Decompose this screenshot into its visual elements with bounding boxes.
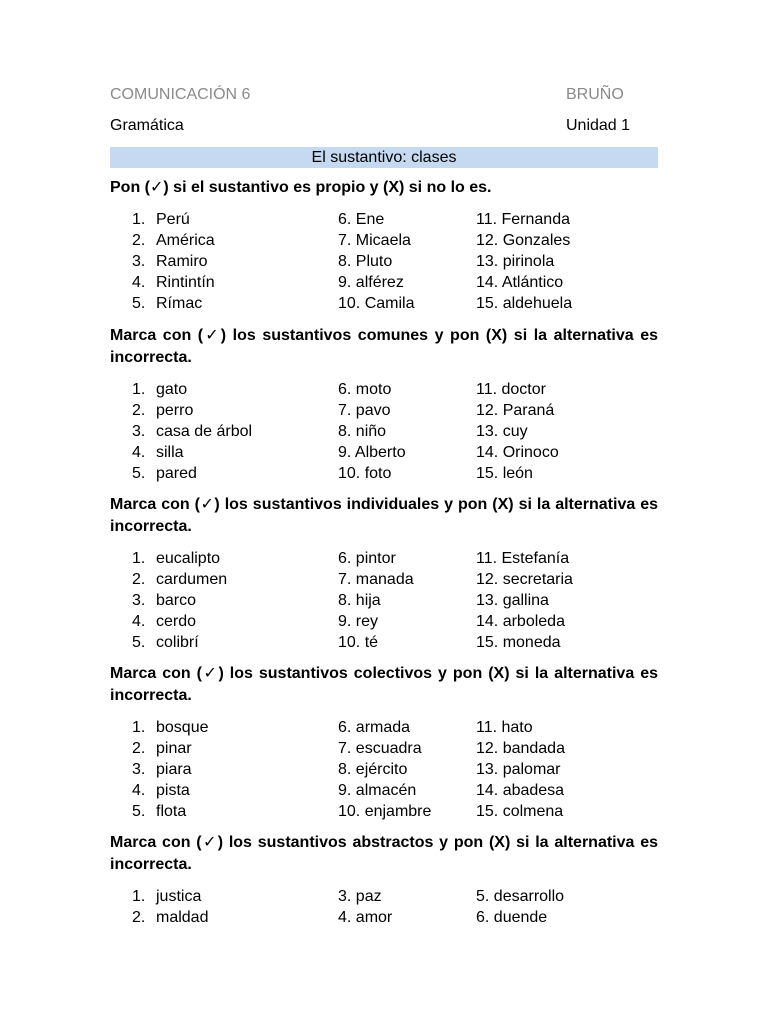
list-item (338, 421, 406, 442)
item-number: 6. (338, 719, 356, 736)
item-number: 7. (338, 402, 356, 419)
item-word: justica (156, 888, 202, 905)
list-item (338, 632, 414, 653)
publisher-name: BRUÑO (566, 86, 624, 103)
item-column-2 (338, 886, 392, 928)
list-item (476, 463, 559, 484)
list-item (338, 738, 431, 759)
item-number: 10. (338, 634, 365, 651)
item-number: 11. (476, 381, 502, 398)
item-number: 1. (132, 550, 146, 567)
item-word: piara (156, 761, 192, 778)
item-number: 9. (338, 613, 356, 630)
list-item (338, 886, 392, 907)
list-item (132, 759, 209, 780)
item-word: almacén (355, 782, 417, 799)
item-word: moto (355, 381, 392, 398)
item-word: colmena (502, 803, 564, 820)
list-item (338, 569, 414, 590)
list-item (476, 611, 573, 632)
item-word: hato (501, 719, 533, 736)
item-number: 6. (476, 909, 494, 926)
list-item (132, 611, 227, 632)
item-number: 9. (338, 274, 356, 291)
list-item (132, 907, 208, 928)
item-number: 2. (132, 402, 146, 419)
item-number: 2. (132, 232, 146, 249)
item-word: barco (156, 592, 197, 609)
item-word: Paraná (502, 402, 555, 419)
list-item (132, 717, 209, 738)
list-item (338, 293, 414, 314)
list-item (476, 801, 565, 822)
item-word: té (364, 634, 379, 651)
item-number: 5. (476, 888, 494, 905)
item-column-1 (132, 548, 227, 653)
item-word: gallina (502, 592, 549, 609)
exercise-items (110, 548, 658, 653)
list-item (132, 272, 215, 293)
list-item (132, 209, 215, 230)
item-column-3 (476, 886, 564, 928)
item-word: Perú (156, 211, 190, 228)
item-word: pista (156, 782, 190, 799)
list-item (338, 379, 406, 400)
item-column-2 (338, 548, 414, 653)
item-number: 1. (132, 719, 146, 736)
item-number: 14. (476, 782, 503, 799)
list-item (132, 569, 227, 590)
item-number: 12. (476, 740, 503, 757)
list-item (338, 463, 406, 484)
item-number: 5. (132, 634, 146, 651)
list-item (338, 907, 392, 928)
list-item (338, 801, 431, 822)
item-word: pintor (355, 550, 396, 567)
item-number: 3. (132, 761, 146, 778)
item-column-2 (338, 209, 414, 314)
exercise-items (110, 209, 658, 314)
list-item (338, 272, 414, 293)
item-number: 1. (132, 381, 146, 398)
list-item (132, 379, 252, 400)
exercise-4 (110, 663, 658, 822)
item-word: foto (364, 465, 392, 482)
item-word: pared (156, 465, 197, 482)
list-item (132, 548, 227, 569)
item-word: Micaela (355, 232, 411, 249)
list-item (132, 738, 209, 759)
item-column-3 (476, 379, 559, 484)
list-item (132, 421, 252, 442)
item-word: colibrí (156, 634, 199, 651)
item-column-1 (132, 209, 215, 314)
list-item (476, 632, 573, 653)
item-number: 7. (338, 232, 356, 249)
list-item (476, 590, 573, 611)
item-word: pavo (355, 402, 391, 419)
item-column-3 (476, 209, 572, 314)
item-number: 6. (338, 381, 356, 398)
item-number: 7. (338, 740, 356, 757)
list-item (476, 209, 572, 230)
list-item (132, 780, 209, 801)
exercise-3 (110, 494, 658, 653)
list-item (476, 230, 572, 251)
item-word: palomar (502, 761, 561, 778)
item-number: 10. (338, 465, 365, 482)
item-number: 4. (132, 613, 146, 630)
list-item (338, 209, 414, 230)
item-number: 13. (476, 592, 503, 609)
item-number: 11. (476, 719, 502, 736)
subject-name: Gramática (110, 117, 184, 134)
item-word: Ene (355, 211, 385, 228)
item-column-3 (476, 717, 565, 822)
item-word: eucalipto (156, 550, 221, 567)
item-word: flota (156, 803, 187, 820)
item-word: doctor (501, 381, 546, 398)
item-number: 5. (132, 295, 146, 312)
list-item (476, 251, 572, 272)
item-word: Atlántico (501, 274, 564, 291)
list-item (338, 230, 414, 251)
item-number: 2. (132, 740, 146, 757)
item-number: 3. (132, 592, 146, 609)
item-number: 6. (338, 550, 356, 567)
item-number: 12. (476, 232, 503, 249)
item-word: bosque (156, 719, 209, 736)
item-word: Rintintín (156, 274, 215, 291)
item-word: escuadra (355, 740, 422, 757)
exercise-2 (110, 325, 658, 484)
list-item (338, 400, 406, 421)
item-word: paz (355, 888, 382, 905)
item-number: 8. (338, 253, 356, 270)
exercise-instruction: Marca con (✓) los sustantivos individuales y pon (X) si la alternativa es incorrecta. (110, 496, 658, 535)
exercise-instruction: Marca con (✓) los sustantivos colectivos y pon (X) si la alternativa es incorrecta. (110, 665, 658, 704)
item-word: niño (355, 423, 387, 440)
item-number: 8. (338, 761, 356, 778)
item-word: abadesa (502, 782, 565, 799)
list-item (132, 463, 252, 484)
list-item (476, 907, 564, 928)
item-number: 11. (476, 211, 502, 228)
worksheet-title: El sustantivo: clases (110, 147, 658, 168)
item-number: 10. (338, 295, 365, 312)
list-item (338, 717, 431, 738)
item-word: Rímac (156, 295, 203, 312)
item-word: armada (355, 719, 411, 736)
list-item (476, 548, 573, 569)
item-number: 13. (476, 253, 503, 270)
item-number: 1. (132, 888, 146, 905)
item-number: 3. (132, 423, 146, 440)
exercise-instruction: Marca con (✓) los sustantivos comunes y pon (X) si la alternativa es incorrecta. (110, 327, 658, 366)
item-number: 8. (338, 423, 356, 440)
item-number: 13. (476, 761, 503, 778)
list-item (132, 442, 252, 463)
item-word: silla (156, 444, 184, 461)
item-word: amor (355, 909, 393, 926)
list-item (132, 293, 215, 314)
list-item (338, 780, 431, 801)
item-number: 6. (338, 211, 356, 228)
item-word: rey (355, 613, 379, 630)
item-word: secretaria (502, 571, 573, 588)
item-number: 12. (476, 402, 503, 419)
item-number: 4. (132, 444, 146, 461)
list-item (476, 272, 572, 293)
item-word: Ramiro (156, 253, 208, 270)
course-name: COMUNICACIÓN 6 (110, 86, 251, 103)
item-column-1 (132, 886, 208, 928)
item-number: 10. (338, 803, 365, 820)
exercise-items (110, 379, 658, 484)
item-word: Camila (364, 295, 415, 312)
item-column-1 (132, 379, 252, 484)
item-number: 15. (476, 803, 503, 820)
item-word: cerdo (156, 613, 197, 630)
list-item (476, 400, 559, 421)
item-word: Pluto (355, 253, 393, 270)
exercise-1 (110, 177, 658, 314)
list-item (338, 548, 414, 569)
item-number: 5. (132, 465, 146, 482)
item-number: 7. (338, 571, 356, 588)
item-number: 13. (476, 423, 503, 440)
item-number: 2. (132, 571, 146, 588)
exercise-instruction: Pon (✓) si el sustantivo es propio y (X) si no lo es. (110, 179, 492, 196)
list-item (476, 421, 559, 442)
item-word: ejército (355, 761, 408, 778)
item-word: Alberto (354, 444, 406, 461)
item-number: 14. (476, 613, 503, 630)
list-item (338, 442, 406, 463)
list-item (476, 293, 572, 314)
item-column-1 (132, 717, 209, 822)
list-item (132, 886, 208, 907)
item-word: manada (355, 571, 414, 588)
item-word: enjambre (364, 803, 432, 820)
item-number: 15. (476, 295, 503, 312)
item-word: león (502, 465, 533, 482)
list-item (476, 442, 559, 463)
item-word: arboleda (502, 613, 565, 630)
item-number: 9. (338, 444, 355, 461)
item-word: pirinola (502, 253, 555, 270)
list-item (132, 400, 252, 421)
item-word: pinar (156, 740, 192, 757)
item-number: 1. (132, 211, 146, 228)
item-number: 5. (132, 803, 146, 820)
item-word: duende (493, 909, 548, 926)
item-number: 15. (476, 465, 503, 482)
item-word: aldehuela (502, 295, 573, 312)
exercise-instruction: Marca con (✓) los sustantivos abstractos y pon (X) si la alternativa es incorrecta. (110, 834, 658, 873)
item-word: perro (156, 402, 194, 419)
list-item (132, 251, 215, 272)
list-item (476, 738, 565, 759)
item-column-2 (338, 379, 406, 484)
exercise-items (110, 886, 658, 928)
item-column-3 (476, 548, 573, 653)
list-item (476, 379, 559, 400)
item-number: 15. (476, 634, 503, 651)
item-word: maldad (156, 909, 209, 926)
exercise-items (110, 717, 658, 822)
item-word: hija (355, 592, 381, 609)
item-word: Estefanía (501, 550, 570, 567)
exercise-5 (110, 832, 658, 928)
list-item (476, 886, 564, 907)
list-item (132, 590, 227, 611)
item-number: 3. (338, 888, 356, 905)
list-item (132, 230, 215, 251)
unit-label: Unidad 1 (566, 117, 631, 134)
item-number: 14. (476, 444, 503, 461)
item-word: moneda (502, 634, 561, 651)
item-number: 4. (338, 909, 356, 926)
item-word: casa de árbol (156, 423, 253, 440)
item-word: América (156, 232, 215, 249)
list-item (476, 569, 573, 590)
item-word: Gonzales (502, 232, 571, 249)
item-word: cardumen (156, 571, 228, 588)
list-item (338, 611, 414, 632)
list-item (338, 759, 431, 780)
item-number: 12. (476, 571, 503, 588)
item-column-2 (338, 717, 431, 822)
item-word: alférez (355, 274, 404, 291)
item-number: 2. (132, 909, 146, 926)
list-item (476, 780, 565, 801)
item-number: 14. (476, 274, 502, 291)
item-word: bandada (502, 740, 565, 757)
item-word: Fernanda (501, 211, 570, 228)
item-number: 3. (132, 253, 146, 270)
item-word: desarrollo (493, 888, 565, 905)
item-word: cuy (502, 423, 528, 440)
item-number: 4. (132, 274, 146, 291)
list-item (476, 717, 565, 738)
item-number: 11. (476, 550, 502, 567)
item-word: Orinoco (502, 444, 559, 461)
list-item (476, 759, 565, 780)
list-item (132, 801, 209, 822)
item-number: 8. (338, 592, 356, 609)
list-item (132, 632, 227, 653)
list-item (338, 590, 414, 611)
list-item (338, 251, 414, 272)
item-number: 9. (338, 782, 356, 799)
item-number: 4. (132, 782, 146, 799)
item-word: gato (156, 381, 188, 398)
